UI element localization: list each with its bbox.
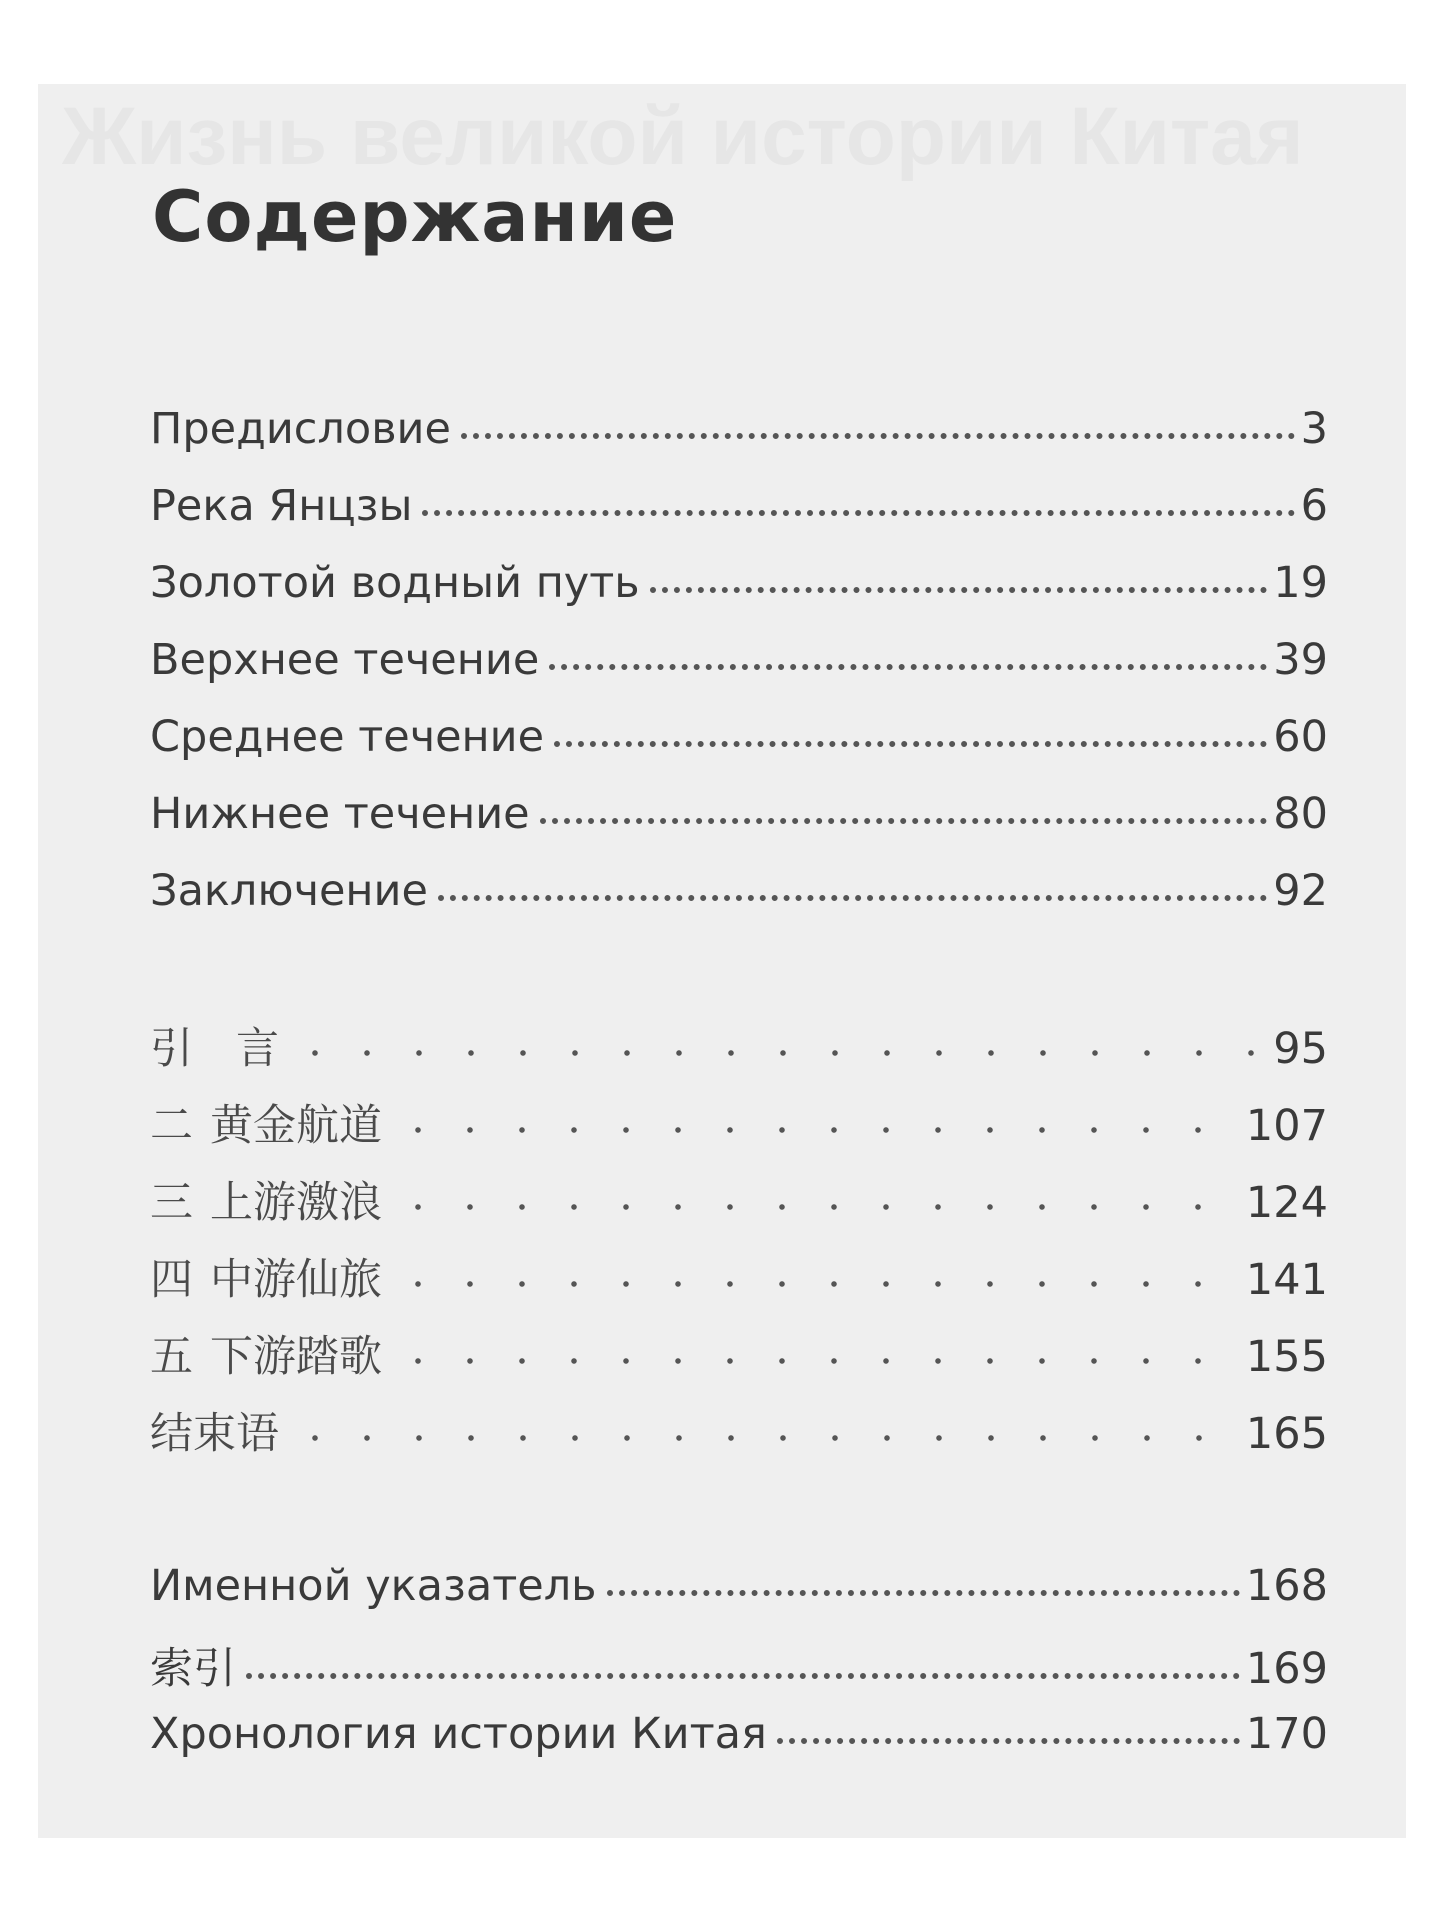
toc-section-appendix [150, 1561, 1328, 1783]
leader-dots [777, 1738, 1240, 1744]
toc-entry [150, 404, 1328, 481]
toc-entry-number: 五 [150, 1332, 193, 1382]
toc-entry-title: 中游仙旅 [210, 1255, 382, 1305]
toc-entry-title: 黄金航道 [210, 1101, 382, 1151]
toc-entry-page: 60 [1273, 712, 1328, 762]
leader-dots [289, 1049, 1267, 1057]
leader-dots [461, 433, 1295, 439]
leader-dots [607, 1590, 1240, 1596]
toc-entry [150, 635, 1328, 712]
toc-entry-label: Хронология истории Китая [150, 1709, 767, 1759]
toc-entry-page: 95 [1273, 1024, 1328, 1074]
leader-dots [438, 895, 1267, 901]
toc-entry-label: Именной указатель [150, 1561, 597, 1611]
toc-entry-page: 39 [1273, 635, 1328, 685]
leader-dots [289, 1434, 1240, 1442]
toc-entry [150, 1092, 1328, 1169]
toc-entry-label [150, 1246, 382, 1307]
toc-entry-page: 169 [1245, 1644, 1328, 1694]
book-page [38, 84, 1406, 1838]
toc-entry [150, 1561, 1328, 1635]
toc-entry-label: Золотой водный путь [150, 558, 640, 608]
toc-entry-label [150, 1169, 382, 1230]
toc-entry [150, 866, 1328, 943]
toc-entry-label: Предисловие [150, 404, 451, 454]
page-title: Содержание [152, 176, 678, 258]
toc-entry-title: 下游踏歌 [210, 1332, 382, 1382]
toc-entry-number: 三 [150, 1178, 193, 1228]
toc-entry-number: 二 [150, 1101, 193, 1151]
toc-entry [150, 1323, 1328, 1400]
leader-dots [540, 818, 1268, 824]
bleed-through-text: Жизнь великой истории Китая [62, 91, 1304, 182]
toc-entry-label: Река Янцзы [150, 481, 413, 531]
toc-entry-number: 四 [150, 1255, 193, 1305]
toc-entry-page: 124 [1245, 1178, 1328, 1228]
toc-entry-title: 上游激浪 [210, 1178, 382, 1228]
toc-entry [150, 712, 1328, 789]
leader-dots [392, 1357, 1240, 1365]
toc-entry-page: 3 [1300, 404, 1328, 454]
toc-entry-page: 6 [1300, 481, 1328, 531]
toc-entry [150, 1246, 1328, 1323]
toc-entry-page: 168 [1245, 1561, 1328, 1611]
leader-dots [549, 664, 1267, 670]
toc-entry [150, 1635, 1328, 1709]
toc-entry-label: 引 言 [150, 1024, 279, 1074]
toc-entry-page: 141 [1245, 1255, 1328, 1305]
leader-dots [392, 1203, 1240, 1211]
toc-entry-label [150, 1323, 382, 1384]
toc-entry [150, 1400, 1328, 1477]
toc-section-russian [150, 404, 1328, 943]
leader-dots [422, 510, 1294, 516]
leader-dots [246, 1673, 1240, 1679]
toc-entry-label: Среднее течение [150, 712, 545, 762]
toc-entry-page: 19 [1273, 558, 1328, 608]
toc-entry-label: Верхнее течение [150, 635, 540, 685]
leader-dots [650, 587, 1268, 593]
toc-entry-label: 结束语 [150, 1409, 279, 1459]
toc-entry-label: 索引 [150, 1644, 236, 1694]
toc-entry [150, 789, 1328, 866]
toc-entry [150, 1709, 1328, 1783]
toc-entry-page: 92 [1273, 866, 1328, 916]
toc-entry [150, 1169, 1328, 1246]
toc-entry-label: Заключение [150, 866, 428, 916]
toc-entry-page: 170 [1245, 1709, 1328, 1759]
toc-entry [150, 558, 1328, 635]
toc-entry-page: 155 [1245, 1332, 1328, 1382]
toc-section-chinese [150, 1015, 1328, 1477]
leader-dots [554, 741, 1267, 747]
leader-dots [392, 1280, 1240, 1288]
leader-dots [392, 1126, 1240, 1134]
table-of-contents [150, 404, 1328, 1783]
toc-entry-label [150, 1092, 382, 1153]
toc-entry [150, 481, 1328, 558]
toc-entry [150, 1015, 1328, 1092]
toc-entry-label: Нижнее течение [150, 789, 530, 839]
toc-entry-page: 80 [1273, 789, 1328, 839]
toc-entry-page: 165 [1245, 1409, 1328, 1459]
toc-entry-page: 107 [1245, 1101, 1328, 1151]
